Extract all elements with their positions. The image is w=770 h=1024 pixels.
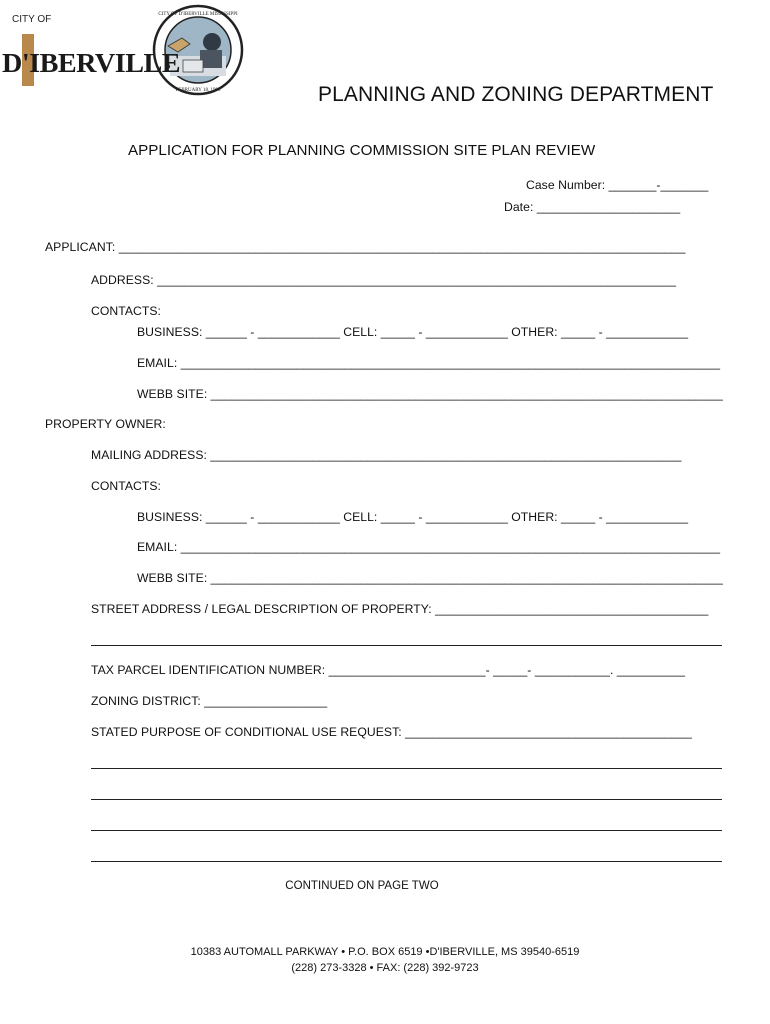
purpose-line-2[interactable] [91, 768, 722, 769]
svg-text:CITY OF: CITY OF [12, 14, 52, 25]
applicant-field[interactable]: APPLICANT: ___________________________________________________________________________________ [45, 240, 686, 254]
applicant-website-field[interactable]: WEBB SITE: ___________________________________________________________________________ [137, 387, 723, 401]
applicant-email-field[interactable]: EMAIL: _______________________________________________________________________________ [137, 356, 721, 370]
date-field[interactable]: Date: _____________________ [504, 200, 681, 214]
purpose-line-3[interactable] [91, 799, 722, 800]
street-address-line-2[interactable] [91, 645, 722, 646]
purpose-field[interactable]: STATED PURPOSE OF CONDITIONAL USE REQUEST: __________________________________________ [91, 725, 692, 739]
purpose-line-5[interactable] [91, 861, 722, 862]
applicant-address-field[interactable]: ADDRESS: ____________________________________________________________________________ [91, 273, 677, 287]
owner-mailing-address-field[interactable]: MAILING ADDRESS: _____________________________________________________________________ [91, 448, 682, 462]
logo-wordmark: D'IBERVILLE [2, 48, 180, 78]
department-title: PLANNING AND ZONING DEPARTMENT [318, 83, 714, 106]
zoning-district-field[interactable]: ZONING DISTRICT: __________________ [91, 694, 328, 708]
owner-email-field[interactable]: EMAIL: _______________________________________________________________________________ [137, 540, 721, 554]
applicant-contacts-label: CONTACTS: [91, 304, 161, 318]
applicant-phone-fields[interactable]: BUSINESS: ______ - ____________ CELL: _____ - ____________ OTHER: _____ - ____________ [137, 325, 689, 339]
city-logo [0, 0, 250, 100]
form-title: APPLICATION FOR PLANNING COMMISSION SITE PLAN REVIEW [128, 142, 596, 159]
case-number-field[interactable]: Case Number: _______-_______ [526, 178, 709, 192]
purpose-line-4[interactable] [91, 830, 722, 831]
street-address-field[interactable]: STREET ADDRESS / LEGAL DESCRIPTION OF PROPERTY: ________________________________________ [91, 602, 709, 616]
footer-address: 10383 AUTOMALL PARKWAY • P.O. BOX 6519 •D'IBERVILLE, MS 39540-6519 [190, 946, 580, 958]
owner-website-field[interactable]: WEBB SITE: ___________________________________________________________________________ [137, 571, 723, 585]
tax-parcel-field[interactable]: TAX PARCEL IDENTIFICATION NUMBER: _______________________- _____- ___________. __________ [91, 663, 686, 677]
continued-note: CONTINUED ON PAGE TWO [285, 878, 439, 892]
owner-contacts-label: CONTACTS: [91, 479, 161, 493]
footer-phone: (228) 273-3328 • FAX: (228) 392-9723 [291, 962, 479, 974]
property-owner-label: PROPERTY OWNER: [45, 417, 166, 431]
owner-phone-fields[interactable]: BUSINESS: ______ - ____________ CELL: _____ - ____________ OTHER: _____ - ____________ [137, 510, 689, 524]
svg-text:CITY OF D'IBERVILLE MISSISSIPP: CITY OF D'IBERVILLE MISSISSIPPI [158, 12, 238, 17]
svg-text:FEBRUARY 18, 1988: FEBRUARY 18, 1988 [175, 88, 221, 93]
